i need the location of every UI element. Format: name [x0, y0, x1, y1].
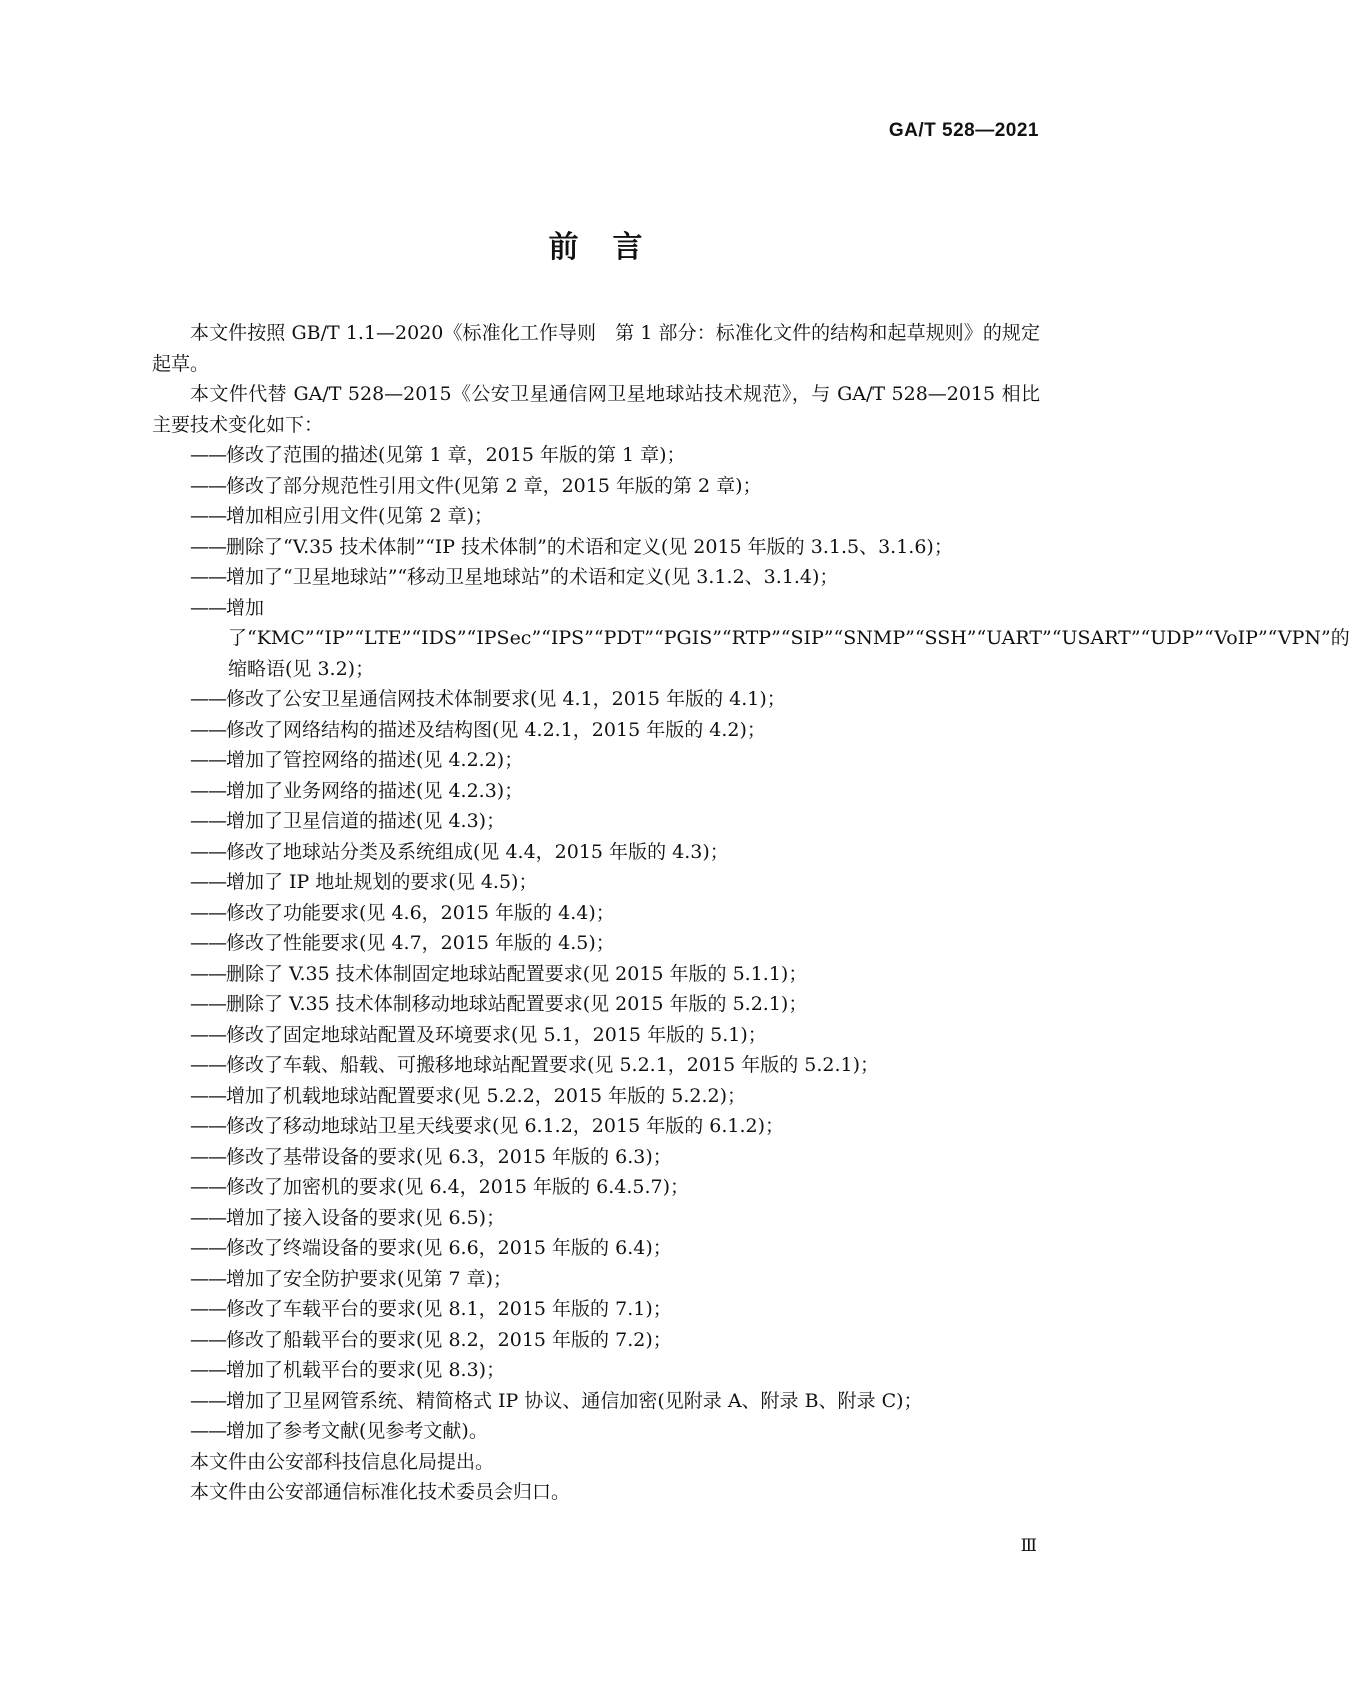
list-item	[152, 1416, 1040, 1447]
list-item-text: 修改了基带设备的要求(见 6.3，2015 年版的 6.3)；	[226, 1145, 672, 1168]
list-item	[152, 440, 1040, 471]
list-item	[152, 1203, 1040, 1234]
list-item-text: 增加了机载平台的要求(见 8.3)；	[226, 1359, 506, 1381]
list-dash: ——	[190, 505, 226, 527]
list-item	[152, 471, 1040, 502]
list-dash: ——	[190, 840, 226, 863]
list-item-text: 修改了固定地球站配置及环境要求(见 5.1，2015 年版的 5.1)；	[226, 1023, 767, 1046]
list-item	[152, 1081, 1040, 1112]
list-item-text: 增加相应引用文件(见第 2 章)；	[226, 505, 493, 527]
list-dash: ——	[190, 1298, 226, 1320]
list-item-text: 修改了终端设备的要求(见 6.6，2015 年版的 6.4)；	[226, 1237, 672, 1259]
list-item	[152, 867, 1040, 898]
list-dash: ——	[190, 810, 226, 832]
list-item	[152, 1020, 1040, 1051]
list-dash: ——	[190, 1359, 226, 1381]
list-item	[152, 806, 1040, 837]
list-item	[152, 1111, 1040, 1142]
list-item-text: 增加了“KMC”“IP”“LTE”“IDS”“IPSec”“IPS”“PDT”“PGIS”“RTP”“SIP”“SNMP”“SSH”“UART”“USART”“UDP”“VoIP”“VPN”的缩略语(见 3.2)；	[226, 596, 1350, 680]
changes-list	[152, 440, 1350, 1447]
list-item-text: 删除了 V.35 技术体制固定地球站配置要求(见 2015 年版的 5.1.1)；	[226, 962, 808, 985]
list-dash: ——	[190, 535, 226, 558]
list-dash: ——	[190, 962, 226, 985]
list-item	[152, 776, 1040, 807]
list-item-text: 修改了车载、船载、可搬移地球站配置要求(见 5.2.1，2015 年版的 5.2.1)；	[226, 1054, 879, 1076]
page-number: Ⅲ	[1020, 1536, 1037, 1556]
list-item-text: 修改了地球站分类及系统组成(见 4.4，2015 年版的 4.3)；	[226, 840, 729, 863]
list-dash: ——	[190, 1267, 226, 1290]
list-item-text: 修改了部分规范性引用文件(见第 2 章，2015 年版的第 2 章)；	[226, 474, 762, 497]
list-item	[152, 1050, 1040, 1081]
list-item-text: 修改了功能要求(见 4.6，2015 年版的 4.4)；	[226, 901, 615, 924]
list-item-text: 删除了“V.35 技术体制”“IP 技术体制”的术语和定义(见 2015 年版的 3.1.5、3.1.6)；	[226, 535, 953, 558]
list-item	[152, 501, 1040, 532]
list-dash: ——	[190, 1176, 226, 1198]
list-item-text: 增加了“卫星地球站”“移动卫星地球站”的术语和定义(见 3.1.2、3.1.4)；	[226, 566, 839, 588]
list-item-text: 修改了车载平台的要求(见 8.1，2015 年版的 7.1)；	[226, 1298, 672, 1320]
list-item-text: 修改了公安卫星通信网技术体制要求(见 4.1，2015 年版的 4.1)；	[226, 688, 786, 710]
list-dash: ——	[190, 1115, 226, 1137]
list-item	[152, 745, 1040, 776]
list-item	[152, 989, 1040, 1020]
list-item	[152, 959, 1040, 990]
list-item-text: 增加了卫星网管系统、精简格式 IP 协议、通信加密(见附录 A、附录 B、附录 C)；	[226, 1389, 923, 1412]
page-title: 前言	[548, 230, 677, 265]
list-item	[152, 898, 1040, 929]
list-item	[152, 1233, 1040, 1264]
list-dash: ——	[190, 993, 226, 1015]
list-item	[152, 1264, 1040, 1295]
list-item-text: 增加了卫星信道的描述(见 4.3)；	[226, 810, 506, 832]
list-dash: ——	[190, 444, 226, 466]
list-item	[152, 562, 1040, 593]
list-item-text: 修改了性能要求(见 4.7，2015 年版的 4.5)；	[226, 932, 615, 954]
list-dash: ——	[190, 474, 226, 497]
list-dash: ——	[190, 1206, 226, 1229]
list-item	[152, 1386, 1040, 1417]
list-dash: ——	[190, 1237, 226, 1259]
list-item-text: 删除了 V.35 技术体制移动地球站配置要求(见 2015 年版的 5.2.1)；	[226, 993, 808, 1015]
list-dash: ——	[190, 1054, 226, 1076]
list-item-text: 增加了 IP 地址规划的要求(见 4.5)；	[226, 871, 538, 893]
list-item	[152, 532, 1040, 563]
list-dash: ——	[190, 779, 226, 802]
list-item-text: 修改了移动地球站卫星天线要求(见 6.1.2，2015 年版的 6.1.2)；	[226, 1115, 784, 1137]
list-dash: ——	[190, 1420, 226, 1442]
intro-paragraph-1: 本文件按照 GB/T 1.1—2020《标准化工作导则 第 1 部分：标准化文件的结构和起草规则》的规定起草。	[152, 322, 1040, 375]
list-item-text: 增加了安全防护要求(见第 7 章)；	[226, 1267, 512, 1290]
list-dash: ——	[190, 1084, 226, 1107]
list-dash: ——	[190, 596, 226, 619]
list-dash: ——	[190, 688, 226, 710]
list-dash: ——	[190, 1328, 226, 1351]
list-item	[152, 837, 1040, 868]
list-dash: ——	[190, 1023, 226, 1046]
list-item-text: 增加了接入设备的要求(见 6.5)；	[226, 1206, 506, 1229]
list-item	[152, 684, 1040, 715]
list-item	[152, 715, 1040, 746]
list-item-text: 修改了范围的描述(见第 1 章，2015 年版的第 1 章)；	[226, 444, 686, 466]
intro-paragraph-2: 本文件代替 GA/T 528—2015《公安卫星通信网卫星地球站技术规范》，与 GA/T 528—2015 相比主要技术变化如下：	[152, 383, 1040, 436]
responsible-committee-paragraph: 本文件由公安部通信标准化技术委员会归口。	[190, 1481, 571, 1503]
list-item	[152, 1172, 1040, 1203]
list-item-text: 增加了机载地球站配置要求(见 5.2.2，2015 年版的 5.2.2)；	[226, 1084, 746, 1107]
list-item	[152, 1294, 1040, 1325]
list-dash: ——	[190, 1389, 226, 1412]
list-dash: ——	[190, 718, 226, 741]
list-item-text: 修改了网络结构的描述及结构图(见 4.2.1，2015 年版的 4.2)；	[226, 718, 766, 741]
list-dash: ——	[190, 932, 226, 954]
document-code: GA/T 528—2021	[888, 120, 1039, 141]
list-dash: ——	[190, 749, 226, 771]
list-item-text: 增加了参考文献(见参考文献)。	[226, 1420, 488, 1442]
list-dash: ——	[190, 1145, 226, 1168]
proposer-paragraph: 本文件由公安部科技信息化局提出。	[190, 1450, 495, 1473]
list-item	[152, 928, 1040, 959]
list-dash: ——	[190, 901, 226, 924]
list-item	[152, 1355, 1040, 1386]
list-item	[152, 1325, 1040, 1356]
foreword-body	[152, 318, 1350, 1508]
list-dash: ——	[190, 566, 226, 588]
list-item-text: 修改了加密机的要求(见 6.4，2015 年版的 6.4.5.7)；	[226, 1176, 689, 1198]
list-item-text: 修改了船载平台的要求(见 8.2，2015 年版的 7.2)；	[226, 1328, 672, 1351]
list-item	[152, 1142, 1040, 1173]
list-item-text: 增加了业务网络的描述(见 4.2.3)；	[226, 779, 524, 802]
list-item	[152, 593, 1350, 685]
list-item-text: 增加了管控网络的描述(见 4.2.2)；	[226, 749, 524, 771]
list-dash: ——	[190, 871, 226, 893]
